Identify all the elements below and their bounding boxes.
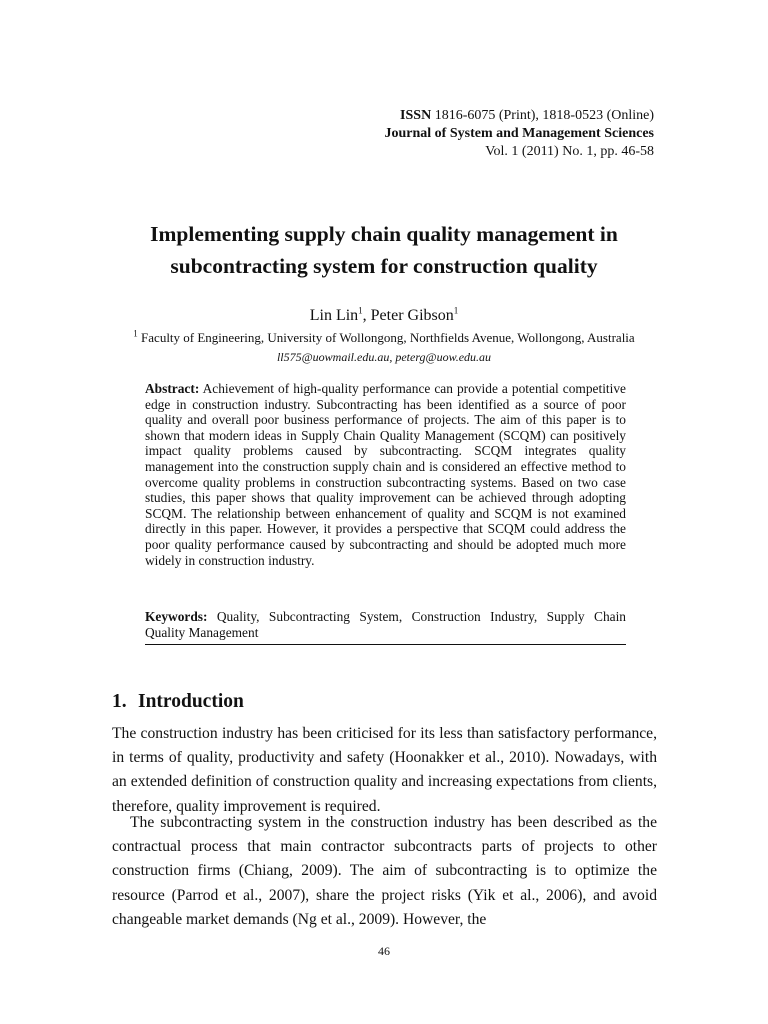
title-line-2: subcontracting system for construction quality <box>170 254 598 278</box>
section-heading <box>112 690 244 714</box>
journal-header <box>385 107 655 161</box>
journal-name: Journal of System and Management Sciences <box>384 126 654 141</box>
section-number: 1. <box>112 691 127 712</box>
section-title: Introduction <box>138 691 244 712</box>
issn-line <box>385 107 655 125</box>
affiliation-mark: 1 <box>133 328 138 339</box>
author-list <box>0 306 768 326</box>
issn-values: 1816-6075 (Print), 1818-0523 (Online) <box>434 108 654 123</box>
affiliation-text: Faculty of Engineering, University of Wollongong, Northfields Avenue, Wollongong, Australia <box>137 330 635 345</box>
abstract <box>145 381 626 568</box>
author-1-affiliation-mark: 1 <box>358 305 363 316</box>
abstract-text: Achievement of high-quality performance can provide a potential competitive edge in construction industry. Subcontracting has been identified as a source of poor quality and overall poor business performance of projects. The aim of this paper is to shown that modern ideas in Supply Chain Quality Management (SCQM) can positively impact quality problems caused by subcontracting. SCQM integrates quality management into the construction supply chain and is considered an effective method to overcome quality problems in construction subcontracting systems. Based on two case studies, this paper shows that quality improvement can be achieved through adopting SCQM. The relationship between enhancement of quality and SCQM is not examined directly in this paper. However, it provides a perspective that SCQM could address the poor quality performance caused by subcontracting and should be adopted much more widely in construction industry. <box>145 381 626 568</box>
issn-label: ISSN <box>400 108 432 123</box>
body-paragraph-1: The construction industry has been criticised for its less than satisfactory performance, in terms of quality, productivity and safety (Hoonakker et al., 2010). Nowadays, with an extended definition of construction quality and increasing expectations from clients, therefore, quality improvement is required. <box>112 725 657 815</box>
keywords-label: Keywords: <box>145 609 208 624</box>
volume-info: Vol. 1 (2011) No. 1, pp. 46-58 <box>485 144 654 159</box>
author-emails: ll575@uowmail.edu.au, peterg@uow.edu.au <box>276 350 492 364</box>
abstract-label: Abstract: <box>145 381 200 396</box>
affiliation <box>0 329 768 346</box>
paper-title <box>0 218 768 282</box>
body-paragraph-2: The subcontracting system in the construction industry has been described as the contractual process that main contractor subcontracts parts of projects to other construction firms (Chiang, 2009). The aim of subcontracting is to optimize the resource (Parrod et al., 2007), share the project risks (Yik et al., 2006), and avoid changeable market demands (Ng et al., 2009). However, the <box>112 814 657 928</box>
keywords-divider <box>145 644 626 645</box>
page-number: 46 <box>378 944 390 958</box>
author-separator: , <box>362 307 371 324</box>
author-2: Peter Gibson <box>370 307 454 324</box>
keywords <box>145 609 626 642</box>
author-1: Lin Lin <box>309 307 359 324</box>
author-2-affiliation-mark: 1 <box>453 305 459 316</box>
keywords-text: Quality, Subcontracting System, Construction Industry, Supply Chain Quality Management <box>145 609 626 641</box>
title-line-1: Implementing supply chain quality management in <box>150 222 618 246</box>
